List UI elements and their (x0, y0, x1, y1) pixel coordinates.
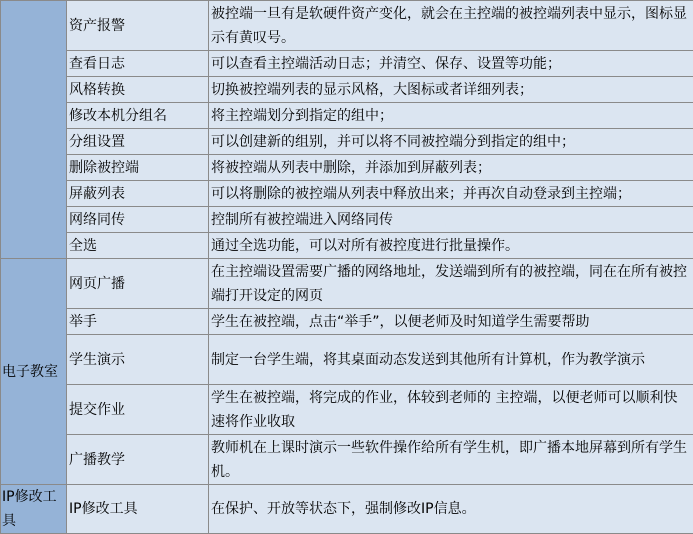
table-row (1, 309, 693, 335)
description-cell: 将主控端划分到指定的组中； (209, 103, 693, 129)
category-cell: 电子教室 (1, 259, 67, 485)
category-cell: IP修改工具 (1, 485, 67, 534)
description-cell: 将被控端从列表中删除，并添加到屏蔽列表； (209, 155, 693, 181)
table-row (1, 51, 693, 77)
feature-cell: 风格转换 (67, 77, 209, 103)
table-row (1, 385, 693, 435)
feature-cell: 查看日志 (67, 51, 209, 77)
feature-cell: 全选 (67, 233, 209, 259)
feature-cell: 修改本机分组名 (67, 103, 209, 129)
table-row (1, 77, 693, 103)
table-row (1, 129, 693, 155)
feature-cell: 分组设置 (67, 129, 209, 155)
table-row (1, 155, 693, 181)
table-row (1, 181, 693, 207)
feature-cell: 屏蔽列表 (67, 181, 209, 207)
description-cell: 学生在被控端，点击“举手”，以便老师及时知道学生需要帮助 (209, 309, 693, 335)
feature-cell: 网络同传 (67, 207, 209, 233)
table-row (1, 335, 693, 385)
table-row (1, 485, 693, 534)
table-row (1, 259, 693, 309)
description-cell: 控制所有被控端进入网络同传 (209, 207, 693, 233)
feature-cell: IP修改工具 (67, 485, 209, 534)
feature-cell: 删除被控端 (67, 155, 209, 181)
feature-cell: 资产报警 (67, 1, 209, 51)
description-cell: 在保护、开放等状态下，强制修改IP信息。 (209, 485, 693, 534)
table-row (1, 233, 693, 259)
table-row (1, 435, 693, 485)
table-row (1, 1, 693, 51)
description-cell: 被控端一旦有是软硬件资产变化，就会在主控端的被控端列表中显示，图标显示有黄叹号。 (209, 1, 693, 51)
description-cell: 切换被控端列表的显示风格，大图标或者详细列表； (209, 77, 693, 103)
description-cell: 学生在被控端，将完成的作业，体较到老师的 主控端，以便老师可以顺利快速将作业收取 (209, 385, 693, 435)
feature-cell: 网页广播 (67, 259, 209, 309)
table-row (1, 207, 693, 233)
feature-cell: 学生演示 (67, 335, 209, 385)
description-cell: 通过全选功能，可以对所有被控度进行批量操作。 (209, 233, 693, 259)
feature-cell: 举手 (67, 309, 209, 335)
description-cell: 可以创建新的组别，并可以将不同被控端分到指定的组中； (209, 129, 693, 155)
feature-cell: 广播教学 (67, 435, 209, 485)
description-cell: 可以将删除的被控端从列表中释放出来；并再次自动登录到主控端； (209, 181, 693, 207)
table-row (1, 103, 693, 129)
description-cell: 制定一台学生端，将其桌面动态发送到其他所有计算机，作为教学演示 (209, 335, 693, 385)
description-cell: 在主控端设置需要广播的网络地址，发送端到所有的被控端，同在在所有被控端打开设定的网页 (209, 259, 693, 309)
feature-cell: 提交作业 (67, 385, 209, 435)
description-cell: 教师机在上课时演示一些软件操作给所有学生机，即广播本地屏幕到所有学生机。 (209, 435, 693, 485)
description-cell: 可以查看主控端活动日志；并清空、保存、设置等功能； (209, 51, 693, 77)
category-cell (1, 1, 67, 259)
